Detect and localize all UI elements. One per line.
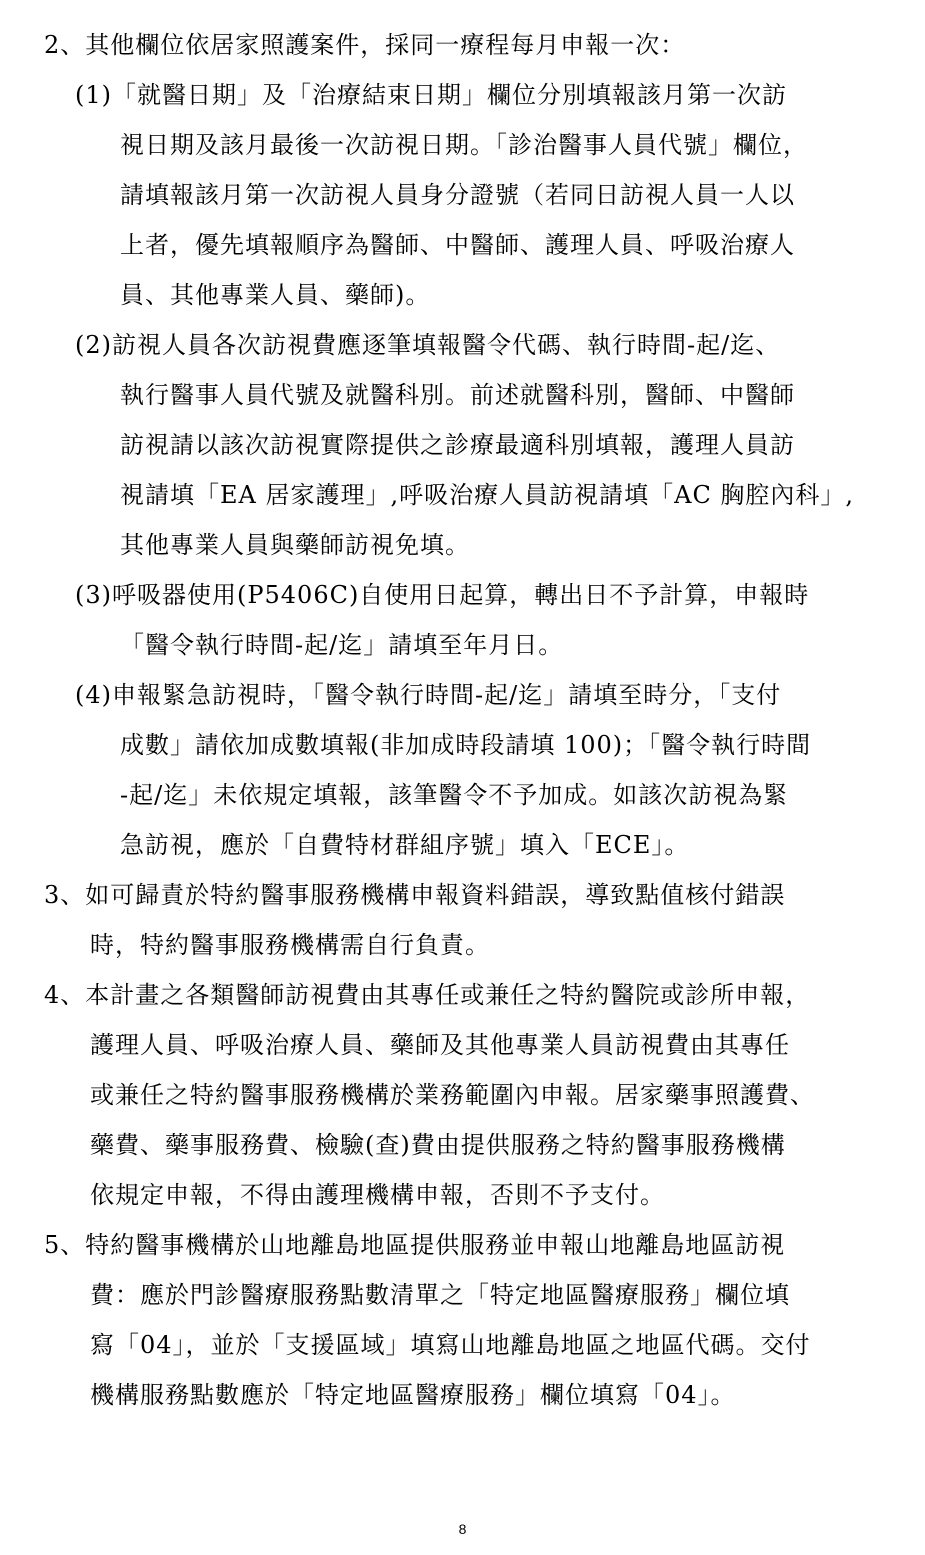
text-line: 護理人員、呼吸治療人員、藥師及其他專業人員訪視費由其專任 [90, 1031, 790, 1059]
sub-item-4 [75, 670, 811, 870]
sub-item-1 [75, 70, 808, 320]
text-line: 時，特約醫事服務機構需自行負責。 [90, 931, 490, 959]
text-line: (4)申報緊急訪視時，「醫令執行時間-起/迄」請填至時分，「支付 [75, 681, 782, 709]
text-line: 請填報該月第一次訪視人員身分證號（若同日訪視人員一人以 [120, 181, 795, 209]
text-line: (1)「就醫日期」及「治療結束日期」欄位分別填報該月第一次訪 [75, 81, 787, 109]
list-item-4 [44, 970, 815, 1220]
text-line: 員、其他專業人員、藥師)。 [120, 281, 431, 309]
sub-item-3 [75, 570, 809, 670]
sub-item-2 [75, 320, 854, 570]
text-line: 2、其他欄位依居家照護案件，採同一療程每月申報一次： [44, 31, 686, 59]
list-item-3 [44, 870, 785, 970]
text-line: 3、如可歸責於特約醫事服務機構申報資料錯誤，導致點值核付錯誤 [44, 881, 786, 909]
text-line: 急訪視，應於「自費特材群組序號」填入「ECE」。 [120, 831, 690, 859]
text-line: 依規定申報，不得由護理機構申報，否則不予支付。 [90, 1181, 665, 1209]
text-line: 訪視請以該次訪視實際提供之診療最適科別填報，護理人員訪 [120, 431, 795, 459]
text-line: 其他專業人員與藥師訪視免填。 [120, 531, 470, 559]
text-line: 4、本計畫之各類醫師訪視費由其專任或兼任之特約醫院或診所申報， [44, 981, 811, 1009]
text-line: 費：應於門診醫療服務點數清單之「特定地區醫療服務」欄位填 [90, 1281, 790, 1309]
text-line: 寫「04」，並於「支援區域」填寫山地離島地區之地區代碼。交付 [90, 1331, 811, 1359]
list-item-2 [44, 20, 685, 70]
text-line: 藥費、藥事服務費、檢驗(查)費由提供服務之特約醫事服務機構 [90, 1131, 786, 1159]
text-line: 5、特約醫事機構於山地離島地區提供服務並申報山地離島地區訪視 [44, 1231, 786, 1259]
text-line: 機構服務點數應於「特定地區醫療服務」欄位填寫「04」。 [90, 1381, 736, 1409]
list-item-5 [44, 1220, 811, 1420]
text-line: 視日期及該月最後一次訪視日期。「診治醫事人員代號」欄位， [120, 131, 808, 159]
text-line: (2)訪視人員各次訪視費應逐筆填報醫令代碼、執行時間-起/迄、 [75, 331, 781, 359]
text-line: 執行醫事人員代號及就醫科別。前述就醫科別，醫師、中醫師 [120, 381, 795, 409]
text-line: 上者，優先填報順序為醫師、中醫師、護理人員、呼吸治療人 [120, 231, 795, 259]
text-line: (3)呼吸器使用(P5406C)自使用日起算，轉出日不予計算，申報時 [75, 581, 810, 609]
text-line: 或兼任之特約醫事服務機構於業務範圍內申報。居家藥事照護費、 [90, 1081, 815, 1109]
text-line: 成數」請依加成數填報(非加成時段請填 100)；「醫令執行時間 [120, 731, 812, 759]
text-line: -起/迄」未依規定填報，該筆醫令不予加成。如該次訪視為緊 [120, 781, 789, 809]
text-line: 「醫令執行時間-起/迄」請填至年月日。 [120, 631, 564, 659]
text-line: 視請填「EA 居家護理」,呼吸治療人員訪視請填「AC 胸腔內科」, [120, 481, 855, 509]
page-number: 8 [458, 1521, 467, 1537]
